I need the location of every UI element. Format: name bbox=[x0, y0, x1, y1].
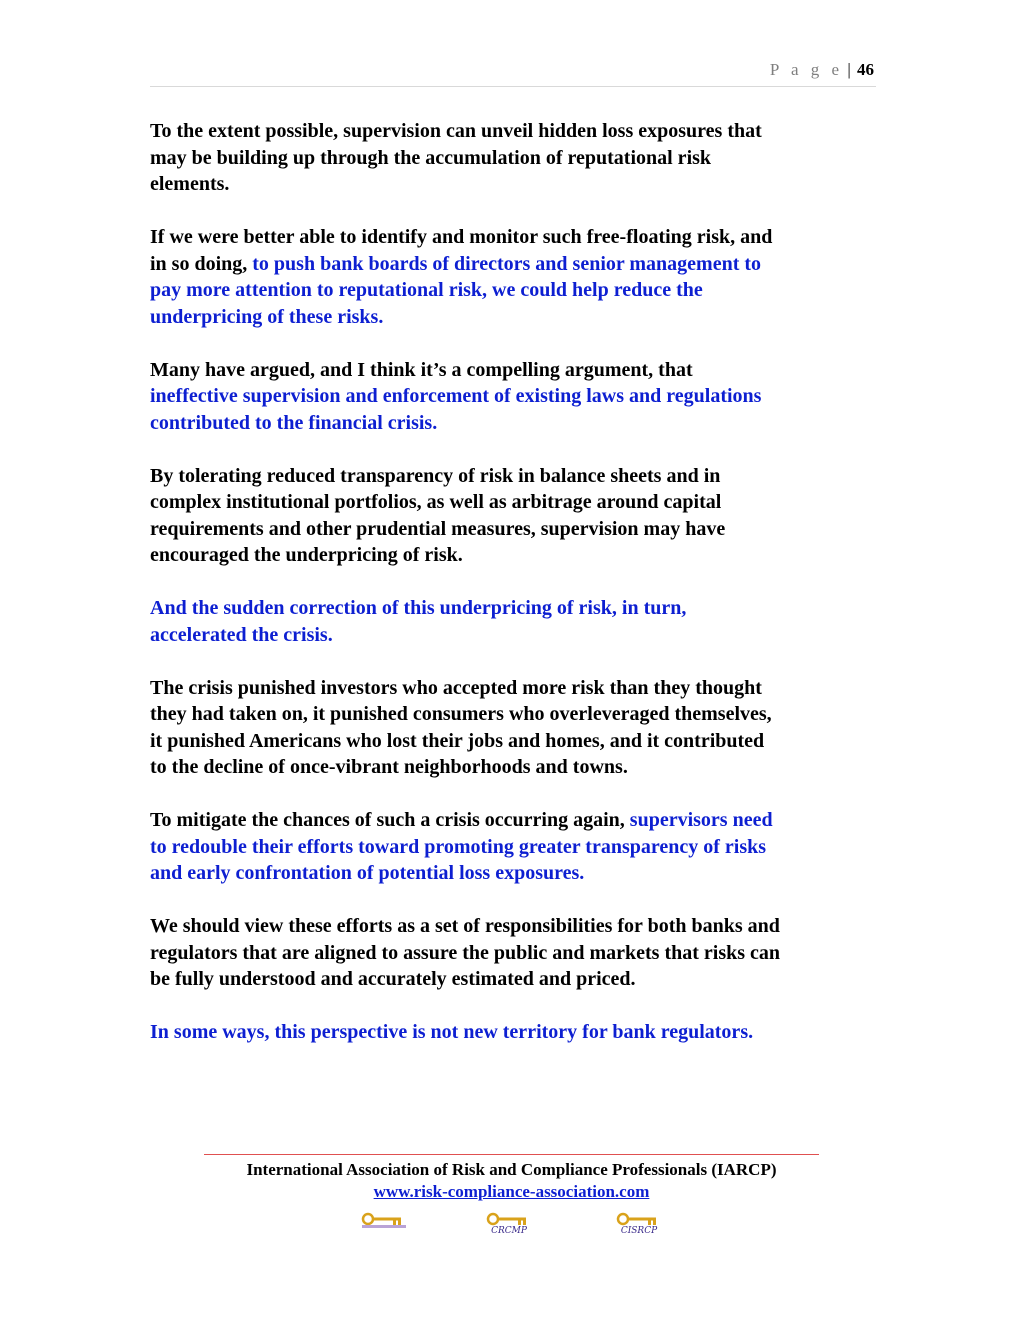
paragraph bbox=[150, 1019, 880, 1046]
text-line bbox=[150, 728, 880, 755]
text-line bbox=[150, 277, 880, 304]
body-text-run: complex institutional portfolios, as well as arbitrage around capital bbox=[150, 491, 722, 513]
body-text-run: encouraged the underpricing of risk. bbox=[150, 544, 463, 566]
text-line bbox=[150, 940, 880, 967]
body-text-run: To mitigate the chances of such a crisis occurring again, bbox=[150, 809, 630, 831]
body-text-run: If we were better able to identify and monitor such free-floating risk, and bbox=[150, 226, 773, 248]
highlighted-text: and early confrontation of potential loss exposures. bbox=[150, 862, 585, 884]
badge-caption: CISRCP bbox=[620, 1226, 658, 1236]
highlighted-text: And the sudden correction of this underpricing of risk, in turn, bbox=[150, 597, 687, 619]
text-line bbox=[150, 622, 880, 649]
body-text-run: to the decline of once-vibrant neighborhoods and towns. bbox=[150, 756, 628, 778]
body-text-run: regulators that are aligned to assure the public and markets that risks can bbox=[150, 941, 781, 964]
body-text-run: We should view these efforts as a set of responsibilities for both banks and bbox=[150, 915, 780, 937]
text-line bbox=[150, 383, 880, 410]
paragraph bbox=[150, 595, 880, 648]
text-line bbox=[150, 357, 880, 384]
badge-caption: CRCMP bbox=[491, 1226, 527, 1236]
footer-website-link[interactable]: www.risk-compliance-association.com bbox=[373, 1182, 650, 1201]
body-text bbox=[150, 118, 880, 1072]
page-separator: | bbox=[847, 60, 851, 79]
body-text-run: in so doing, bbox=[150, 252, 253, 275]
text-line bbox=[150, 224, 880, 251]
page-footer bbox=[204, 1154, 819, 1203]
paragraph bbox=[150, 224, 880, 330]
text-line bbox=[150, 410, 880, 437]
text-line bbox=[150, 966, 880, 993]
paragraph bbox=[150, 357, 880, 437]
text-line bbox=[150, 251, 880, 278]
page-header bbox=[150, 58, 876, 87]
highlighted-text: supervisors need bbox=[629, 809, 773, 831]
highlighted-text: In some ways, this perspective is not new territory for bank regulators. bbox=[150, 1021, 754, 1043]
text-line bbox=[150, 145, 880, 172]
paragraph bbox=[150, 118, 880, 198]
body-text-run: elements. bbox=[150, 173, 230, 195]
text-line bbox=[150, 304, 880, 331]
text-line bbox=[150, 118, 880, 145]
body-text-run: By tolerating reduced transparency of risk in balance sheets and in bbox=[150, 464, 721, 487]
key-badge-icon bbox=[360, 1212, 408, 1238]
body-text-run: be fully understood and accurately estimated and priced. bbox=[150, 968, 636, 990]
body-text-run: The crisis punished investors who accepted more risk than they thought bbox=[150, 676, 762, 699]
text-line bbox=[150, 701, 880, 728]
text-line bbox=[150, 463, 880, 490]
highlighted-text: to push bank boards of directors and senior management to bbox=[252, 252, 762, 275]
text-line bbox=[150, 913, 880, 940]
highlighted-text: ineffective supervision and enforcement of existing laws and regulations bbox=[150, 385, 762, 407]
highlighted-text: pay more attention to reputational risk, we could help reduce the bbox=[150, 279, 703, 301]
page-word: P a g e bbox=[769, 60, 844, 79]
highlighted-text: underpricing of these risks. bbox=[150, 305, 384, 328]
certification-badges bbox=[360, 1212, 670, 1242]
text-line bbox=[150, 834, 880, 861]
text-line bbox=[150, 489, 880, 516]
paragraph bbox=[150, 913, 880, 993]
page-number: 46 bbox=[857, 60, 874, 79]
paragraph bbox=[150, 807, 880, 887]
body-text-run: they had taken on, it punished consumers who overleveraged themselves, bbox=[150, 703, 772, 725]
body-text-run: may be building up through the accumulation of reputational risk bbox=[150, 146, 712, 169]
text-line bbox=[150, 807, 880, 834]
text-line bbox=[150, 675, 880, 702]
body-text-run: it punished Americans who lost their jobs and homes, and it contributed bbox=[150, 729, 765, 752]
body-text-run: Many have argued, and I think it’s a compelling argument, that bbox=[150, 358, 693, 381]
body-text-run: To the extent possible, supervision can unveil hidden loss exposures that bbox=[150, 120, 762, 142]
text-line bbox=[150, 595, 880, 622]
body-text-run: requirements and other prudential measures, supervision may have bbox=[150, 517, 726, 540]
paragraph bbox=[150, 463, 880, 569]
text-line bbox=[150, 754, 880, 781]
text-line bbox=[150, 1019, 880, 1046]
text-line bbox=[150, 860, 880, 887]
page-number-label bbox=[770, 60, 874, 80]
key-badge-icon bbox=[615, 1212, 663, 1238]
highlighted-text: accelerated the crisis. bbox=[150, 623, 333, 646]
text-line bbox=[150, 542, 880, 569]
text-line bbox=[150, 516, 880, 543]
key-badge-icon bbox=[485, 1212, 533, 1238]
highlighted-text: contributed to the financial crisis. bbox=[150, 411, 438, 434]
highlighted-text: to redouble their efforts toward promoting greater transparency of risks bbox=[150, 835, 767, 858]
text-line bbox=[150, 171, 880, 198]
footer-organization: International Association of Risk and Compliance Professionals (IARCP) bbox=[246, 1160, 777, 1179]
footer-divider bbox=[204, 1154, 819, 1155]
paragraph bbox=[150, 675, 880, 781]
